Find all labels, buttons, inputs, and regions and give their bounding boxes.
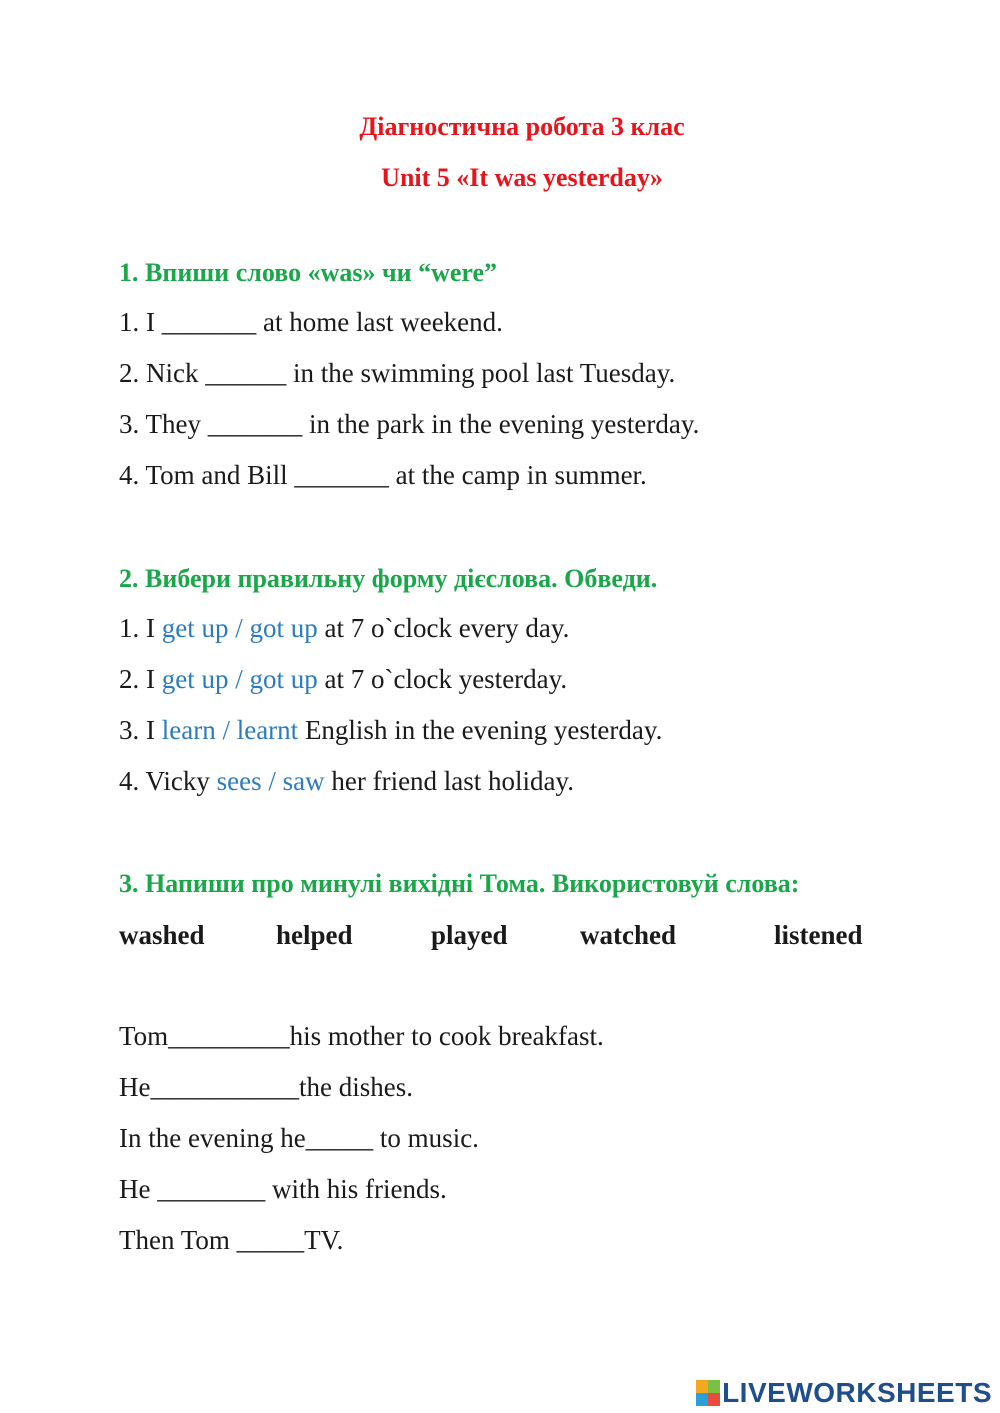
page-subtitle: Unit 5 «It was yesterday» bbox=[381, 163, 663, 192]
sentence-end: her friend last holiday. bbox=[324, 766, 575, 796]
sentence-end: at 7 o`clock every day. bbox=[317, 613, 570, 643]
liveworksheets-mark-icon bbox=[696, 1380, 720, 1406]
exercise-3-line: In the evening he_____ to music. bbox=[119, 1123, 479, 1153]
exercise-3-line: Then Tom _____TV. bbox=[119, 1225, 344, 1255]
word-bank-item: helped bbox=[276, 920, 353, 950]
word-bank-item: watched bbox=[580, 920, 676, 950]
sentence-start: 2. I bbox=[119, 664, 162, 694]
sentence-start: 4. Vicky bbox=[119, 766, 217, 796]
exercise-1-line: 3. They _______ in the park in the evening yesterday. bbox=[119, 409, 700, 439]
exercise-2-line bbox=[119, 664, 567, 695]
exercise-1-heading: 1. Впиши слово «was» чи “were” bbox=[119, 258, 498, 287]
page-title: Діагностична робота 3 клас bbox=[359, 112, 685, 141]
sentence-start: 1. I bbox=[119, 613, 162, 643]
verb-options[interactable]: get up / got up bbox=[161, 613, 318, 643]
liveworksheets-logo bbox=[696, 1376, 992, 1410]
exercise-1-line: 1. I _______ at home last weekend. bbox=[119, 307, 503, 337]
exercise-2-line bbox=[119, 766, 574, 797]
sentence-start: 3. I bbox=[119, 715, 162, 745]
exercise-1-line: 4. Tom and Bill _______ at the camp in summer. bbox=[119, 460, 647, 490]
verb-options[interactable]: learn / learnt bbox=[161, 715, 299, 745]
word-bank-item: listened bbox=[774, 920, 863, 950]
exercise-3-line: He ________ with his friends. bbox=[119, 1174, 447, 1204]
verb-options[interactable]: sees / saw bbox=[216, 766, 325, 796]
exercise-1-line: 2. Nick ______ in the swimming pool last Tuesday. bbox=[119, 358, 676, 388]
word-bank-item: played bbox=[431, 920, 508, 950]
verb-options[interactable]: get up / got up bbox=[161, 664, 318, 694]
exercise-2-heading: 2. Вибери правильну форму дієслова. Обведи. bbox=[119, 564, 658, 593]
brand-name: LIVEWORKSHEETS bbox=[722, 1377, 992, 1408]
word-bank bbox=[0, 920, 1000, 954]
exercise-3-line: He___________the dishes. bbox=[119, 1072, 413, 1102]
word-bank-item: washed bbox=[119, 920, 205, 950]
exercise-2-line bbox=[119, 715, 662, 746]
sentence-end: at 7 o`clock yesterday. bbox=[317, 664, 568, 694]
exercise-2-line bbox=[119, 613, 569, 644]
exercise-3-heading: 3. Напиши про минулі вихідні Тома. Використовуй слова: bbox=[119, 869, 800, 898]
exercise-3-line: Tom_________his mother to cook breakfast. bbox=[119, 1021, 604, 1051]
sentence-end: English in the evening yesterday. bbox=[298, 715, 663, 745]
